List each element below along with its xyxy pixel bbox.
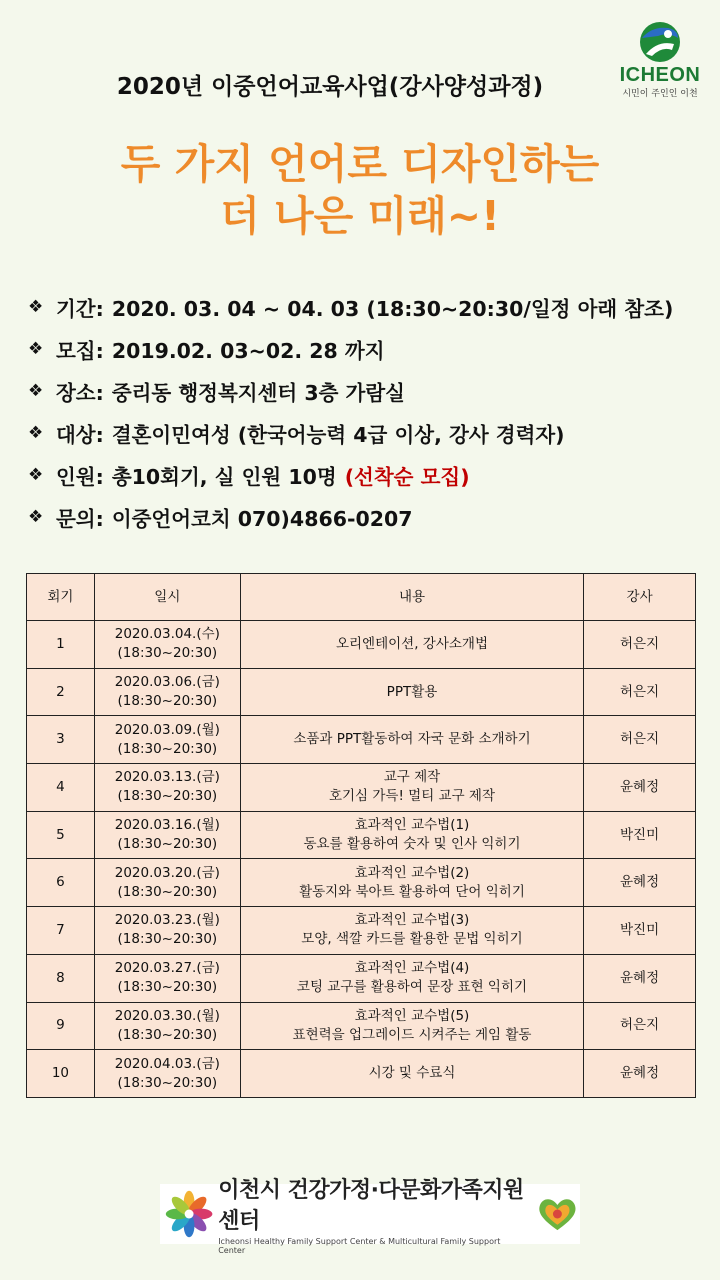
- session-time: (18:30~20:30): [117, 883, 218, 900]
- content-line-2: 코팅 교구를 활용하여 문장 표현 익히기: [296, 979, 528, 996]
- center-name-english: Icheonsi Healthy Family Support Center & Multicultural Family Support Center: [218, 1237, 501, 1255]
- icheon-emblem-icon: [612, 20, 708, 66]
- session-number: 9: [27, 1002, 95, 1050]
- diamond-bullet-icon: ❖: [28, 465, 44, 485]
- session-time: (18:30~20:30): [117, 740, 218, 757]
- session-teacher: 허은지: [584, 716, 696, 764]
- session-teacher: 허은지: [584, 668, 696, 716]
- diamond-bullet-icon: ❖: [28, 381, 44, 401]
- session-content: [240, 1050, 583, 1098]
- content-line-1: PPT활용: [386, 683, 438, 700]
- info-label: 기간:: [56, 297, 104, 321]
- session-datetime: [94, 1002, 240, 1050]
- info-list: [28, 286, 708, 538]
- session-teacher: 허은지: [584, 1002, 696, 1050]
- info-target: [28, 412, 708, 454]
- session-datetime: [94, 859, 240, 907]
- table-header-row: [27, 574, 696, 621]
- headline-line-2: 더 나은 미래~!: [220, 192, 500, 240]
- info-value: 2020. 03. 04 ~ 04. 03 (18:30~20:30/일정 아래 참조): [111, 297, 674, 321]
- session-datetime: [94, 764, 240, 812]
- diamond-bullet-icon: ❖: [28, 339, 44, 359]
- info-place: [28, 370, 708, 412]
- session-date: 2020.03.06.(금): [114, 674, 220, 691]
- session-content: [240, 954, 583, 1002]
- session-datetime: [94, 907, 240, 955]
- footer-text: [218, 1173, 529, 1255]
- headline: [30, 138, 690, 242]
- header-teacher: 강사: [584, 574, 696, 621]
- content-line-1: 교구 제작: [383, 769, 441, 786]
- table-row: [27, 907, 696, 955]
- content-line-1: 효과적인 교수법(3): [354, 912, 470, 929]
- session-date: 2020.03.13.(금): [114, 769, 220, 786]
- info-period: [28, 286, 708, 328]
- session-content: [240, 907, 583, 955]
- heart-family-icon: [535, 1192, 580, 1236]
- info-label: 인원:: [56, 465, 104, 489]
- header-datetime: 일시: [94, 574, 240, 621]
- session-date: 2020.03.20.(금): [114, 864, 220, 881]
- session-teacher: 박진미: [584, 907, 696, 955]
- page-title: 2020년 이중언어교육사업(강사양성과정): [116, 74, 544, 100]
- content-line-1: 효과적인 교수법(1): [354, 817, 470, 834]
- header-content: 내용: [240, 574, 583, 621]
- content-line-1: 효과적인 교수법(5): [354, 1007, 470, 1024]
- session-time: (18:30~20:30): [117, 1026, 218, 1043]
- schedule-table: [26, 573, 696, 1098]
- table-row: [27, 859, 696, 907]
- session-date: 2020.03.04.(수): [114, 626, 220, 643]
- content-line-1: 효과적인 교수법(4): [354, 960, 470, 977]
- session-time: (18:30~20:30): [117, 693, 218, 710]
- content-line-2: 표현력을 업그레이드 시켜주는 게임 활동: [292, 1026, 532, 1043]
- session-content: [240, 1002, 583, 1050]
- session-teacher: 윤혜정: [584, 1050, 696, 1098]
- session-content: [240, 764, 583, 812]
- session-date: 2020.04.03.(금): [114, 1055, 220, 1072]
- session-teacher: 박진미: [584, 811, 696, 859]
- session-number: 1: [27, 621, 95, 669]
- headline-line-1: 두 가지 언어로 디자인하는: [120, 140, 600, 188]
- session-time: (18:30~20:30): [117, 979, 218, 996]
- info-value: 총10회기, 실 인원 10명: [111, 465, 337, 489]
- center-name: 이천시 건강가정·다문화가족지원센터: [218, 1178, 524, 1234]
- session-teacher: 허은지: [584, 621, 696, 669]
- session-content: [240, 716, 583, 764]
- content-line-2: 모양, 색깔 카드를 활용한 문법 익히기: [301, 931, 523, 948]
- diamond-bullet-icon: ❖: [28, 423, 44, 443]
- info-contact: [28, 496, 708, 538]
- info-label: 문의:: [56, 507, 104, 531]
- session-content: [240, 811, 583, 859]
- info-capacity: [28, 454, 708, 496]
- info-label: 장소:: [56, 381, 104, 405]
- session-time: (18:30~20:30): [117, 645, 218, 662]
- session-number: 7: [27, 907, 95, 955]
- info-value: 결혼이민여성 (한국어능력 4급 이상, 강사 경력자): [111, 423, 565, 447]
- table-row: [27, 668, 696, 716]
- session-number: 10: [27, 1050, 95, 1098]
- session-number: 2: [27, 668, 95, 716]
- logo-name: ICHEON: [619, 64, 701, 86]
- first-come-badge: (선착순 모집): [344, 465, 470, 489]
- session-date: 2020.03.27.(금): [114, 960, 220, 977]
- table-row: [27, 764, 696, 812]
- session-datetime: [94, 811, 240, 859]
- table-row: [27, 954, 696, 1002]
- session-content: [240, 668, 583, 716]
- session-number: 4: [27, 764, 95, 812]
- session-content: [240, 859, 583, 907]
- icheon-logo: [612, 20, 708, 106]
- diamond-bullet-icon: ❖: [28, 297, 44, 317]
- content-line-2: 호기심 가득! 멀티 교구 제작: [328, 788, 495, 805]
- content-line-1: 소품과 PPT활동하여 자국 문화 소개하기: [293, 731, 531, 748]
- info-recruit: [28, 328, 708, 370]
- session-teacher: 윤혜정: [584, 954, 696, 1002]
- diamond-bullet-icon: ❖: [28, 507, 44, 527]
- session-content: [240, 621, 583, 669]
- info-value: 이중언어코치 070)4866-0207: [111, 507, 413, 531]
- info-label: 대상:: [56, 423, 104, 447]
- session-date: 2020.03.30.(월): [114, 1007, 220, 1024]
- content-line-1: 효과적인 교수법(2): [354, 864, 470, 881]
- content-line-2: 활동지와 북아트 활용하여 단어 익히기: [299, 883, 525, 900]
- session-teacher: 윤혜정: [584, 764, 696, 812]
- center-footer-logo: [160, 1178, 580, 1255]
- session-number: 5: [27, 811, 95, 859]
- info-label: 모집:: [56, 339, 104, 363]
- header-session: 회기: [27, 574, 95, 621]
- info-value: 2019.02. 03~02. 28 까지: [111, 339, 385, 363]
- session-time: (18:30~20:30): [117, 788, 218, 805]
- session-datetime: [94, 716, 240, 764]
- session-date: 2020.03.23.(월): [114, 912, 220, 929]
- content-line-1: 오리엔테이션, 강사소개법: [335, 635, 488, 652]
- session-number: 6: [27, 859, 95, 907]
- table-row: [27, 621, 696, 669]
- pinwheel-flower-icon: [164, 1186, 214, 1242]
- content-line-2: 동요를 활용하여 숫자 및 인사 익히기: [303, 836, 521, 853]
- session-number: 8: [27, 954, 95, 1002]
- session-date: 2020.03.09.(월): [114, 721, 220, 738]
- session-time: (18:30~20:30): [117, 931, 218, 948]
- session-time: (18:30~20:30): [117, 836, 218, 853]
- session-teacher: 윤혜정: [584, 859, 696, 907]
- session-datetime: [94, 621, 240, 669]
- session-number: 3: [27, 716, 95, 764]
- session-time: (18:30~20:30): [117, 1074, 218, 1091]
- logo-slogan: 시민이 주인인 이천: [622, 89, 698, 99]
- info-value: 중리동 행정복지센터 3층 가람실: [111, 381, 405, 405]
- table-row: [27, 716, 696, 764]
- session-date: 2020.03.16.(월): [114, 817, 220, 834]
- table-row: [27, 1002, 696, 1050]
- content-line-1: 시강 및 수료식: [368, 1065, 456, 1082]
- session-datetime: [94, 954, 240, 1002]
- table-row: [27, 1050, 696, 1098]
- session-datetime: [94, 1050, 240, 1098]
- table-row: [27, 811, 696, 859]
- session-datetime: [94, 668, 240, 716]
